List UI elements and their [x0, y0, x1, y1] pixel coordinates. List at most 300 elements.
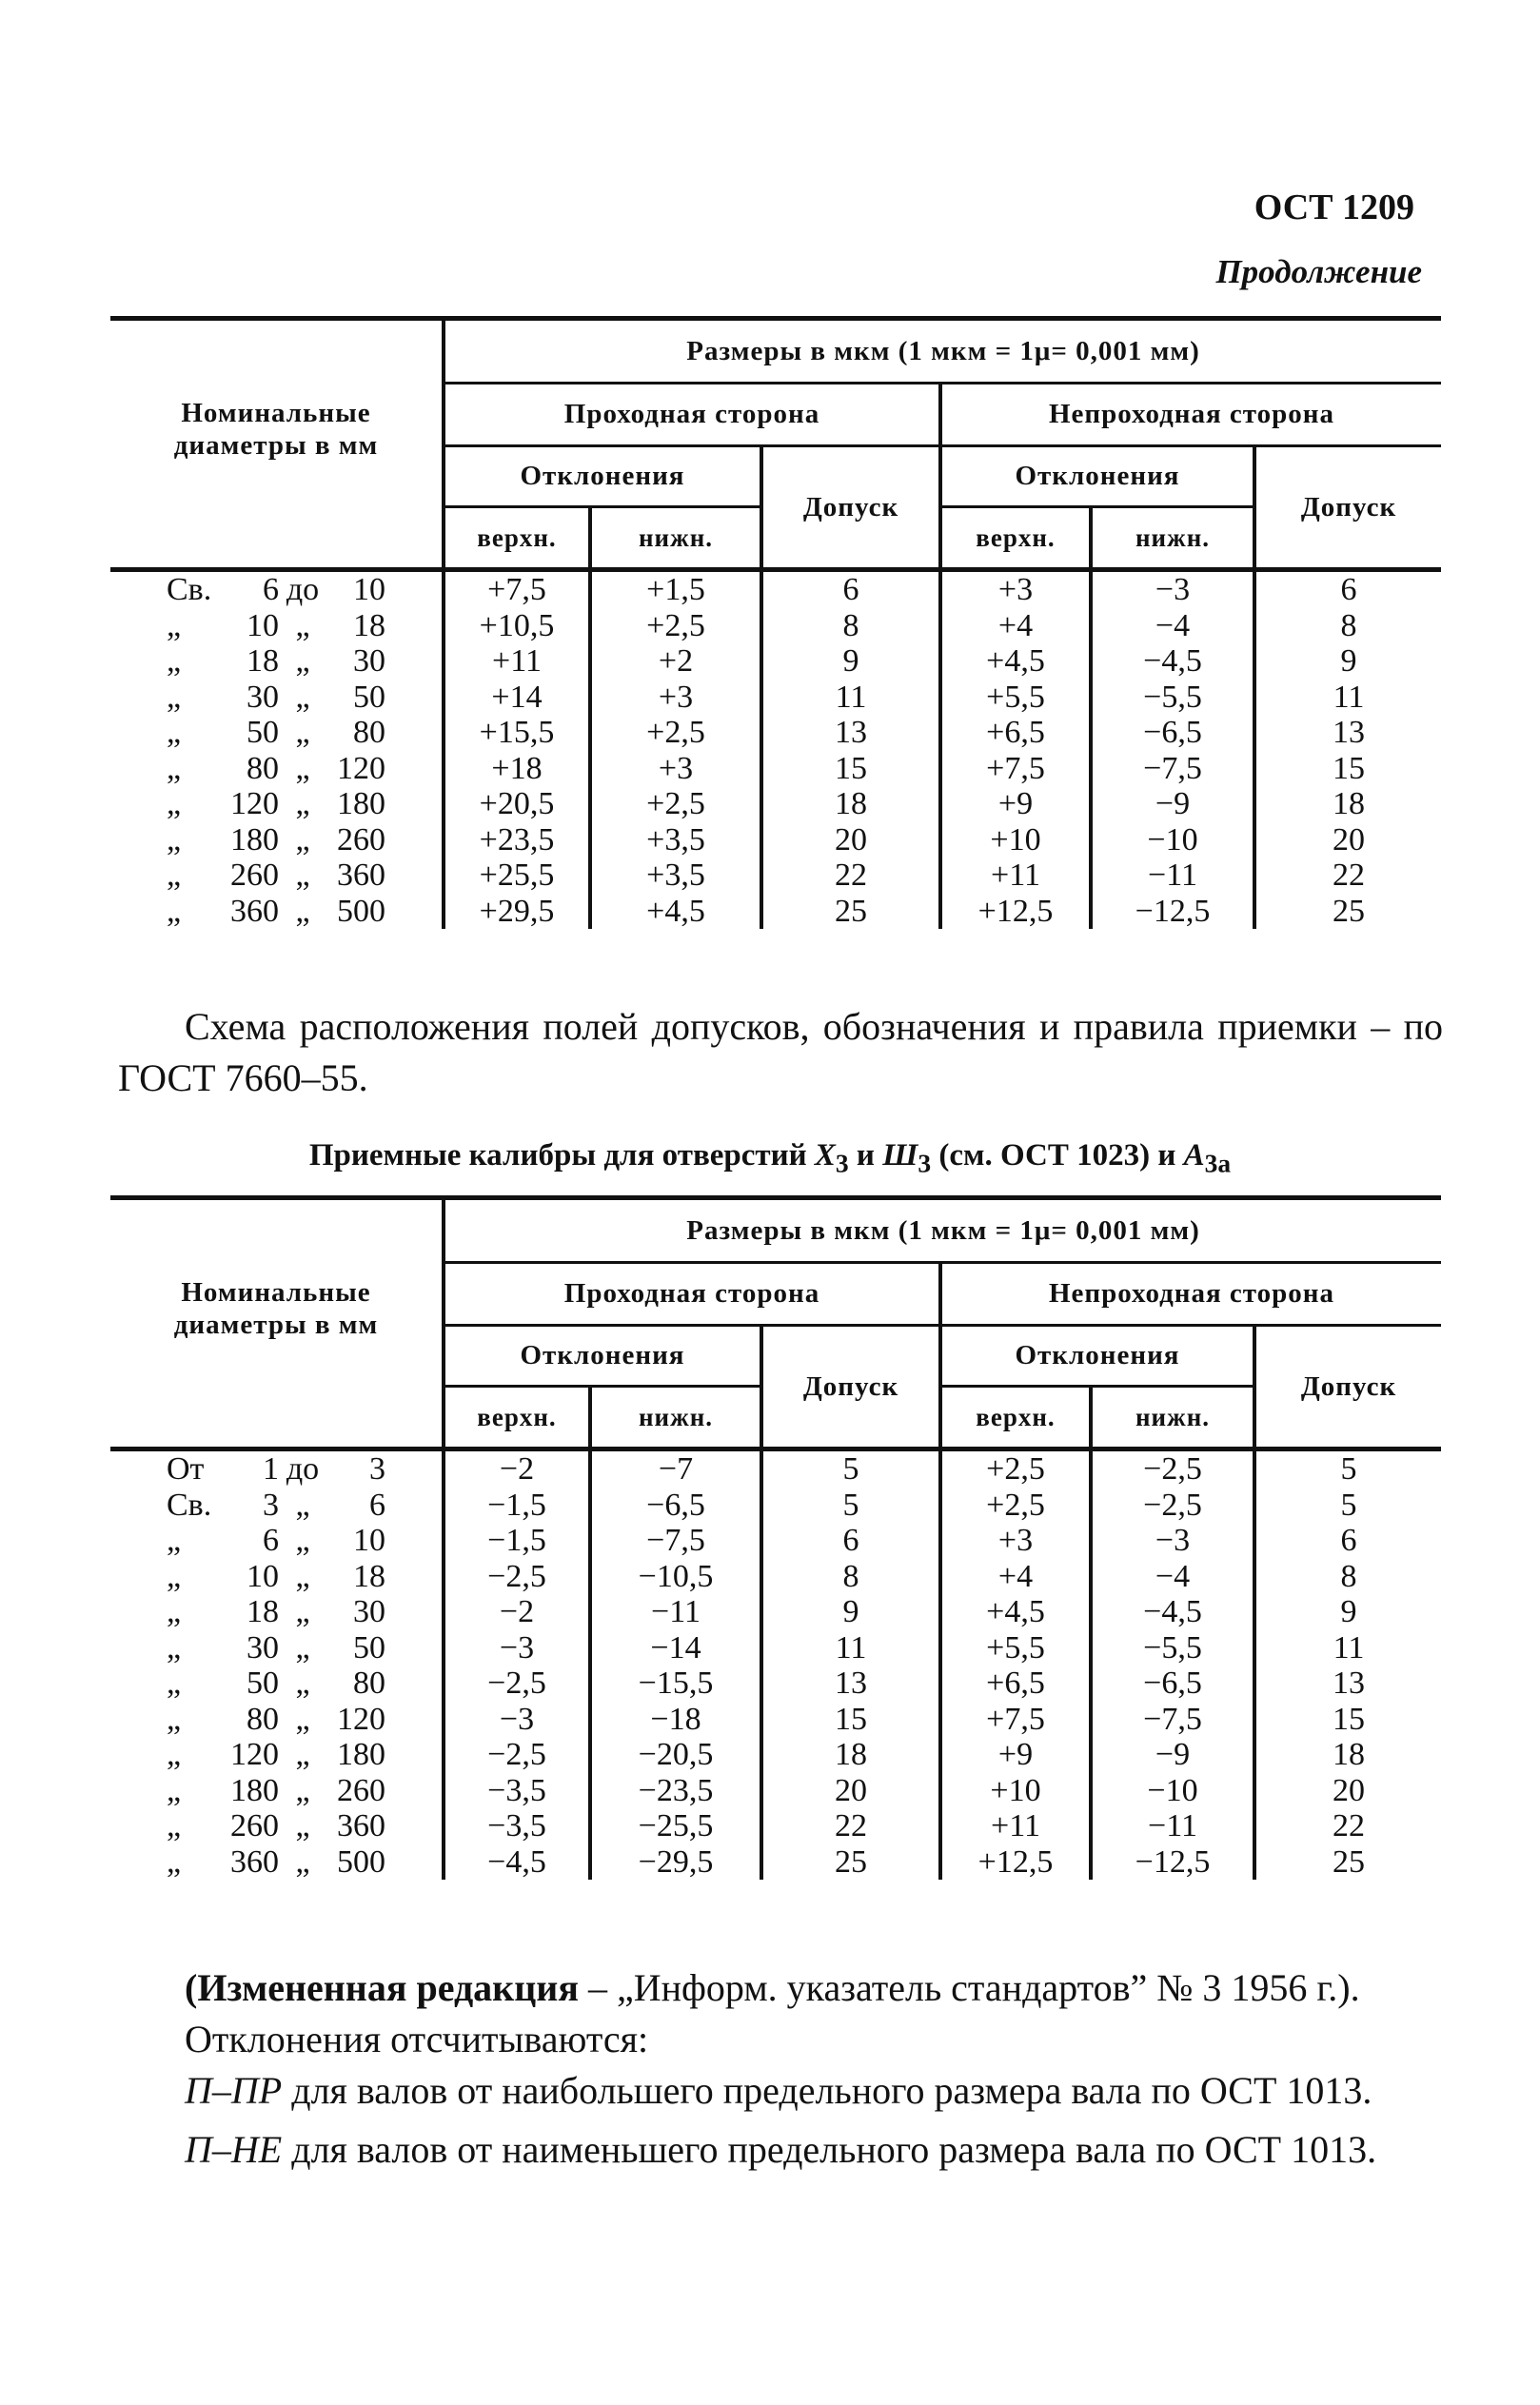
- diameter-prefix: „: [167, 1808, 182, 1843]
- table-row: [110, 1702, 1441, 1738]
- go-lower-cell: −14: [590, 1630, 761, 1666]
- go-upper-header: верхн.: [444, 507, 590, 570]
- go-lower-cell: −15,5: [590, 1666, 761, 1702]
- go-upper-cell: +29,5: [444, 894, 590, 930]
- go-lower-header-2: нижн.: [590, 1387, 761, 1449]
- nogo-upper-cell: +9: [940, 1737, 1091, 1773]
- nogo-lower-cell: −12,5: [1091, 1844, 1254, 1881]
- diameter-cell: [110, 1773, 444, 1809]
- caption-a-sub: 3а: [1204, 1148, 1232, 1178]
- nogo-upper-cell: +12,5: [940, 894, 1091, 930]
- nogo-tolerance-cell: 8: [1254, 1559, 1441, 1595]
- nogo-upper-cell: +4,5: [940, 643, 1091, 680]
- nogo-tolerance-header-2: Допуск: [1254, 1326, 1441, 1449]
- diameter-prefix: „: [167, 1666, 182, 1701]
- diameter-cell: [110, 894, 444, 930]
- nogo-deviations-header: Отклонения: [940, 446, 1254, 507]
- continuation-label: Продолжение: [1215, 253, 1422, 290]
- diameter-cell: [110, 786, 444, 822]
- nogo-lower-cell: −2,5: [1091, 1488, 1254, 1524]
- pne-note: [118, 2124, 1443, 2176]
- diameter-cell: [110, 1808, 444, 1844]
- table-row: [110, 751, 1441, 787]
- table-row: [110, 1666, 1441, 1702]
- caption-text-2: (см. ОСТ 1023) и: [931, 1138, 1184, 1173]
- diameter-prefix: „: [167, 750, 182, 786]
- go-lower-cell: −10,5: [590, 1559, 761, 1595]
- diameter-cell: [110, 858, 444, 894]
- amended-note: [118, 1962, 1443, 2014]
- go-tolerance-cell: 6: [761, 570, 940, 608]
- nogo-tolerance-cell: 9: [1254, 1594, 1441, 1630]
- go-tolerance-cell: 11: [761, 680, 940, 716]
- notes-block: [118, 1962, 1443, 2176]
- nogo-upper-header-2: верхн.: [940, 1387, 1091, 1449]
- table-row: [110, 608, 1441, 644]
- nogo-lower-cell: −3: [1091, 570, 1254, 608]
- diameter-from: 50: [247, 1666, 279, 1701]
- go-side-header-2: Проходная сторона: [444, 1263, 940, 1326]
- diameter-from: 18: [247, 1594, 279, 1629]
- nogo-lower-cell: −9: [1091, 1737, 1254, 1773]
- go-tolerance-cell: 18: [761, 786, 940, 822]
- nogo-upper-cell: +6,5: [940, 1666, 1091, 1702]
- diameter-cell: [110, 1844, 444, 1881]
- diameter-cell: [110, 715, 444, 751]
- diameter-to: 120: [337, 1701, 385, 1737]
- caption-a: A: [1183, 1138, 1205, 1173]
- diameter-to: 180: [337, 1737, 385, 1772]
- diam-header: Номинальные диаметры в мм: [110, 319, 444, 570]
- go-upper-cell: +23,5: [444, 822, 590, 858]
- nogo-lower-cell: −4,5: [1091, 1594, 1254, 1630]
- go-lower-cell: +2,5: [590, 786, 761, 822]
- go-lower-cell: +2: [590, 643, 761, 680]
- go-upper-cell: +20,5: [444, 786, 590, 822]
- diameter-sep: „: [295, 1487, 310, 1523]
- table-row: [110, 715, 1441, 751]
- nogo-lower-cell: −5,5: [1091, 1630, 1254, 1666]
- go-upper-cell: −2,5: [444, 1737, 590, 1773]
- nogo-deviations-header-2: Отклонения: [940, 1326, 1254, 1387]
- pne-text: для валов от наименьшего предельного размера вала по ОСТ 1013.: [282, 2128, 1377, 2171]
- nogo-upper-cell: +2,5: [940, 1449, 1091, 1488]
- go-lower-cell: +4,5: [590, 894, 761, 930]
- go-lower-cell: −23,5: [590, 1773, 761, 1809]
- nogo-lower-cell: −11: [1091, 1808, 1254, 1844]
- diameter-to: 10: [353, 572, 385, 607]
- go-upper-cell: −3: [444, 1702, 590, 1738]
- diameter-from: 260: [230, 858, 279, 893]
- diameter-cell: [110, 1666, 444, 1702]
- table-row: [110, 786, 1441, 822]
- go-tolerance-header-2: Допуск: [761, 1326, 940, 1449]
- go-tolerance-cell: 5: [761, 1449, 940, 1488]
- table-row: [110, 643, 1441, 680]
- nogo-tolerance-cell: 25: [1254, 1844, 1441, 1881]
- go-lower-cell: +3,5: [590, 858, 761, 894]
- diameter-prefix: „: [167, 1629, 182, 1666]
- nogo-lower-cell: −11: [1091, 858, 1254, 894]
- go-upper-cell: +25,5: [444, 858, 590, 894]
- diameter-cell: [110, 570, 444, 608]
- nogo-upper-cell: +5,5: [940, 1630, 1091, 1666]
- diameter-prefix: „: [167, 821, 182, 858]
- diameter-from: 30: [247, 1629, 279, 1666]
- ppr-note: [118, 2065, 1443, 2117]
- caption-text-1: Приемные калибры для отверстий: [308, 1138, 815, 1173]
- nogo-lower-cell: −4,5: [1091, 643, 1254, 680]
- go-tolerance-cell: 22: [761, 858, 940, 894]
- pne-label: П–НЕ: [185, 2128, 283, 2171]
- diameter-to: 30: [353, 1594, 385, 1629]
- go-lower-cell: +3: [590, 751, 761, 787]
- diameter-from: 1: [263, 1451, 279, 1487]
- nogo-lower-cell: −5,5: [1091, 680, 1254, 716]
- diameter-sep: „: [295, 607, 310, 643]
- diameter-cell: [110, 608, 444, 644]
- diameter-cell: [110, 1488, 444, 1524]
- table-row: [110, 822, 1441, 858]
- go-upper-cell: −2,5: [444, 1666, 590, 1702]
- diameter-cell: [110, 1594, 444, 1630]
- nogo-tolerance-cell: 13: [1254, 715, 1441, 751]
- nogo-lower-cell: −6,5: [1091, 1666, 1254, 1702]
- nogo-upper-cell: +6,5: [940, 715, 1091, 751]
- go-tolerance-cell: 5: [761, 1488, 940, 1524]
- go-upper-cell: −1,5: [444, 1488, 590, 1524]
- nogo-tolerance-cell: 11: [1254, 680, 1441, 716]
- go-tolerance-cell: 11: [761, 1630, 940, 1666]
- amended-bold: (Измененная редакция: [185, 1966, 579, 2009]
- nogo-upper-cell: +7,5: [940, 1702, 1091, 1738]
- nogo-tolerance-cell: 6: [1254, 1523, 1441, 1559]
- go-lower-cell: −7,5: [590, 1523, 761, 1559]
- diameter-to: 6: [369, 1487, 385, 1523]
- go-tolerance-cell: 20: [761, 1773, 940, 1809]
- nogo-lower-cell: −3: [1091, 1523, 1254, 1559]
- diameter-to: 10: [353, 1523, 385, 1558]
- diameter-to: 18: [353, 607, 385, 643]
- nogo-tolerance-cell: 20: [1254, 822, 1441, 858]
- go-upper-cell: +15,5: [444, 715, 590, 751]
- diameter-prefix: „: [167, 1523, 182, 1558]
- go-tolerance-cell: 13: [761, 715, 940, 751]
- diameter-from: 180: [230, 1772, 279, 1808]
- diameter-to: 260: [337, 1772, 385, 1808]
- go-lower-cell: −18: [590, 1702, 761, 1738]
- table-row: [110, 570, 1441, 608]
- diameter-from: 6: [263, 572, 279, 607]
- nogo-tolerance-cell: 9: [1254, 643, 1441, 680]
- diameter-to: 120: [337, 750, 385, 786]
- sizes-header-2: Размеры в мкм (1 мкм = 1μ= 0,001 мм): [444, 1198, 1441, 1263]
- diameter-sep: „: [295, 858, 310, 893]
- diameter-from: 120: [230, 1737, 279, 1772]
- nogo-lower-cell: −12,5: [1091, 894, 1254, 930]
- diameter-cell: [110, 822, 444, 858]
- diameter-from: 360: [230, 893, 279, 929]
- diameter-cell: [110, 1737, 444, 1773]
- go-lower-cell: +2,5: [590, 608, 761, 644]
- diameter-sep: „: [295, 1666, 310, 1701]
- nogo-upper-cell: +11: [940, 858, 1091, 894]
- diameter-sep: „: [295, 643, 310, 679]
- nogo-tolerance-header: Допуск: [1254, 446, 1441, 570]
- go-upper-cell: −2: [444, 1449, 590, 1488]
- nogo-upper-cell: +4: [940, 1559, 1091, 1595]
- nogo-lower-cell: −10: [1091, 1773, 1254, 1809]
- nogo-lower-cell: −10: [1091, 822, 1254, 858]
- go-deviations-header: Отклонения: [444, 446, 761, 507]
- go-upper-cell: −2,5: [444, 1559, 590, 1595]
- nogo-tolerance-cell: 22: [1254, 1808, 1441, 1844]
- nogo-tolerance-cell: 5: [1254, 1449, 1441, 1488]
- table-row: [110, 1844, 1441, 1881]
- table-row: [110, 1808, 1441, 1844]
- diameter-sep: „: [295, 1737, 310, 1772]
- amended-rest: – „Информ. указатель стандартов” № 3 1956 г.).: [578, 1966, 1360, 2009]
- nogo-upper-cell: +10: [940, 1773, 1091, 1809]
- diameter-to: 50: [353, 679, 385, 715]
- diameter-from: 18: [247, 643, 279, 679]
- nogo-upper-cell: +12,5: [940, 1844, 1091, 1881]
- caption-x-sub: 3: [835, 1148, 849, 1178]
- go-upper-cell: +7,5: [444, 570, 590, 608]
- diameter-prefix: От: [167, 1451, 205, 1487]
- go-upper-cell: −3: [444, 1630, 590, 1666]
- diameter-to: 360: [337, 1808, 385, 1843]
- diameter-to: 18: [353, 1558, 385, 1594]
- go-deviations-header-2: Отклонения: [444, 1326, 761, 1387]
- diameter-sep: до: [286, 572, 320, 607]
- diameter-prefix: „: [167, 643, 182, 679]
- nogo-lower-cell: −7,5: [1091, 1702, 1254, 1738]
- caption-x: X: [814, 1138, 836, 1173]
- nogo-upper-cell: +3: [940, 570, 1091, 608]
- table-row: [110, 1559, 1441, 1595]
- diameter-sep: „: [295, 786, 310, 821]
- go-upper-cell: −2: [444, 1594, 590, 1630]
- go-lower-cell: −11: [590, 1594, 761, 1630]
- caption-sh-sub: 3: [918, 1148, 932, 1178]
- ppr-label: П–ПР: [185, 2069, 283, 2112]
- diameter-prefix: „: [167, 715, 182, 750]
- nogo-upper-cell: +4,5: [940, 1594, 1091, 1630]
- nogo-lower-cell: −4: [1091, 608, 1254, 644]
- table-row: [110, 1523, 1441, 1559]
- nogo-tolerance-cell: 15: [1254, 1702, 1441, 1738]
- deviations-note: Отклонения отсчитываются:: [185, 2018, 649, 2060]
- diameter-prefix: „: [167, 1772, 182, 1808]
- diameter-sep: „: [295, 1701, 310, 1737]
- diameter-from: 80: [247, 1701, 279, 1737]
- go-upper-header-2: верхн.: [444, 1387, 590, 1449]
- diameter-sep: „: [295, 1629, 310, 1666]
- nogo-tolerance-cell: 25: [1254, 894, 1441, 930]
- go-upper-cell: −3,5: [444, 1773, 590, 1809]
- diameter-from: 3: [263, 1487, 279, 1523]
- go-lower-cell: +3,5: [590, 822, 761, 858]
- diameter-to: 500: [337, 1843, 385, 1880]
- diameter-cell: [110, 643, 444, 680]
- table-row: [110, 894, 1441, 930]
- diameter-sep: „: [295, 1558, 310, 1594]
- nogo-upper-cell: +2,5: [940, 1488, 1091, 1524]
- ppr-text: для валов от наибольшего предельного размера вала по ОСТ 1013.: [282, 2069, 1372, 2112]
- diameter-cell: [110, 680, 444, 716]
- diameter-prefix: „: [167, 786, 182, 821]
- nogo-upper-header: верхн.: [940, 507, 1091, 570]
- nogo-side-header-2: Непроходная сторона: [940, 1263, 1441, 1326]
- diameter-prefix: „: [167, 1843, 182, 1880]
- go-upper-cell: −4,5: [444, 1844, 590, 1881]
- nogo-lower-header-2: нижн.: [1091, 1387, 1254, 1449]
- diameter-to: 30: [353, 643, 385, 679]
- nogo-lower-cell: −6,5: [1091, 715, 1254, 751]
- table-row: [110, 1488, 1441, 1524]
- go-lower-cell: +1,5: [590, 570, 761, 608]
- go-lower-header: нижн.: [590, 507, 761, 570]
- nogo-lower-cell: −4: [1091, 1559, 1254, 1595]
- diameter-cell: [110, 751, 444, 787]
- diameter-prefix: Св.: [167, 1487, 212, 1523]
- diameter-cell: [110, 1523, 444, 1559]
- go-upper-cell: +18: [444, 751, 590, 787]
- diameter-to: 80: [353, 1666, 385, 1701]
- nogo-tolerance-cell: 6: [1254, 570, 1441, 608]
- diameter-prefix: „: [167, 1558, 182, 1594]
- nogo-tolerance-cell: 13: [1254, 1666, 1441, 1702]
- diameter-from: 260: [230, 1808, 279, 1843]
- table2-body: [110, 1449, 1441, 1881]
- diameter-cell: [110, 1630, 444, 1666]
- caption-sh: Ш: [882, 1138, 918, 1173]
- diameter-sep: „: [295, 1594, 310, 1629]
- diameter-to: 500: [337, 893, 385, 929]
- go-upper-cell: +10,5: [444, 608, 590, 644]
- nogo-lower-cell: −2,5: [1091, 1449, 1254, 1488]
- nogo-tolerance-cell: 15: [1254, 751, 1441, 787]
- diameter-sep: „: [295, 1772, 310, 1808]
- go-tolerance-cell: 9: [761, 643, 940, 680]
- nogo-upper-cell: +7,5: [940, 751, 1091, 787]
- go-upper-cell: +11: [444, 643, 590, 680]
- nogo-tolerance-cell: 18: [1254, 786, 1441, 822]
- nogo-upper-cell: +3: [940, 1523, 1091, 1559]
- diameter-from: 80: [247, 750, 279, 786]
- tolerance-table-2: [110, 1195, 1441, 1880]
- table-row: [110, 1594, 1441, 1630]
- go-tolerance-cell: 15: [761, 751, 940, 787]
- go-lower-cell: +2,5: [590, 715, 761, 751]
- table-row: [110, 1773, 1441, 1809]
- go-lower-cell: −7: [590, 1449, 761, 1488]
- go-side-header: Проходная сторона: [444, 384, 940, 446]
- table-row: [110, 858, 1441, 894]
- diameter-prefix: „: [167, 1594, 182, 1629]
- table-row: [110, 680, 1441, 716]
- go-tolerance-cell: 6: [761, 1523, 940, 1559]
- go-upper-cell: −3,5: [444, 1808, 590, 1844]
- diameter-to: 80: [353, 715, 385, 750]
- nogo-tolerance-cell: 20: [1254, 1773, 1441, 1809]
- scheme-paragraph: Схема расположения полей допусков, обозначения и правила приемки – по ГОСТ 7660–55.: [118, 1005, 1443, 1099]
- diameter-prefix: „: [167, 858, 182, 893]
- diameter-prefix: Св.: [167, 572, 212, 607]
- diameter-from: 6: [263, 1523, 279, 1558]
- diameter-sep: „: [295, 715, 310, 750]
- diameter-sep: до: [286, 1451, 320, 1487]
- diameter-sep: „: [295, 750, 310, 786]
- diameter-cell: [110, 1449, 444, 1488]
- nogo-upper-cell: +4: [940, 608, 1091, 644]
- diameter-to: 3: [369, 1451, 385, 1487]
- diameter-to: 50: [353, 1629, 385, 1666]
- diameter-from: 360: [230, 1843, 279, 1880]
- table-row: [110, 1630, 1441, 1666]
- nogo-upper-cell: +5,5: [940, 680, 1091, 716]
- go-tolerance-cell: 13: [761, 1666, 940, 1702]
- sizes-header: Размеры в мкм (1 мкм = 1μ= 0,001 мм): [444, 319, 1441, 384]
- go-tolerance-cell: 22: [761, 1808, 940, 1844]
- go-lower-cell: −6,5: [590, 1488, 761, 1524]
- diameter-from: 10: [247, 607, 279, 643]
- go-tolerance-cell: 25: [761, 894, 940, 930]
- diameter-prefix: „: [167, 893, 182, 929]
- go-lower-cell: +3: [590, 680, 761, 716]
- diameter-prefix: „: [167, 1701, 182, 1737]
- go-tolerance-cell: 20: [761, 822, 940, 858]
- table-row: [110, 1449, 1441, 1488]
- nogo-lower-cell: −9: [1091, 786, 1254, 822]
- diameter-sep: „: [295, 1808, 310, 1843]
- go-lower-cell: −29,5: [590, 1844, 761, 1881]
- go-tolerance-cell: 8: [761, 608, 940, 644]
- table2-caption: [0, 1138, 1540, 1179]
- nogo-upper-cell: +9: [940, 786, 1091, 822]
- go-tolerance-cell: 18: [761, 1737, 940, 1773]
- nogo-lower-header: нижн.: [1091, 507, 1254, 570]
- go-upper-cell: +14: [444, 680, 590, 716]
- go-upper-cell: −1,5: [444, 1523, 590, 1559]
- diameter-sep: „: [295, 1843, 310, 1880]
- go-tolerance-cell: 8: [761, 1559, 940, 1595]
- nogo-side-header: Непроходная сторона: [940, 384, 1441, 446]
- nogo-tolerance-cell: 18: [1254, 1737, 1441, 1773]
- diameter-cell: [110, 1559, 444, 1595]
- diameter-to: 260: [337, 821, 385, 858]
- table-row: [110, 1737, 1441, 1773]
- diameter-prefix: „: [167, 1737, 182, 1772]
- diameter-from: 10: [247, 1558, 279, 1594]
- nogo-lower-cell: −7,5: [1091, 751, 1254, 787]
- table1-body: [110, 570, 1441, 930]
- diameter-to: 180: [337, 786, 385, 821]
- nogo-upper-cell: +10: [940, 822, 1091, 858]
- nogo-upper-cell: +11: [940, 1808, 1091, 1844]
- diameter-from: 180: [230, 821, 279, 858]
- caption-and: и: [848, 1138, 883, 1173]
- diameter-cell: [110, 1702, 444, 1738]
- go-tolerance-header: Допуск: [761, 446, 940, 570]
- diameter-prefix: „: [167, 679, 182, 715]
- diameter-from: 120: [230, 786, 279, 821]
- tolerance-table-1: [110, 316, 1441, 929]
- go-lower-cell: −20,5: [590, 1737, 761, 1773]
- go-lower-cell: −25,5: [590, 1808, 761, 1844]
- page-code: ОСТ 1209: [1254, 187, 1414, 227]
